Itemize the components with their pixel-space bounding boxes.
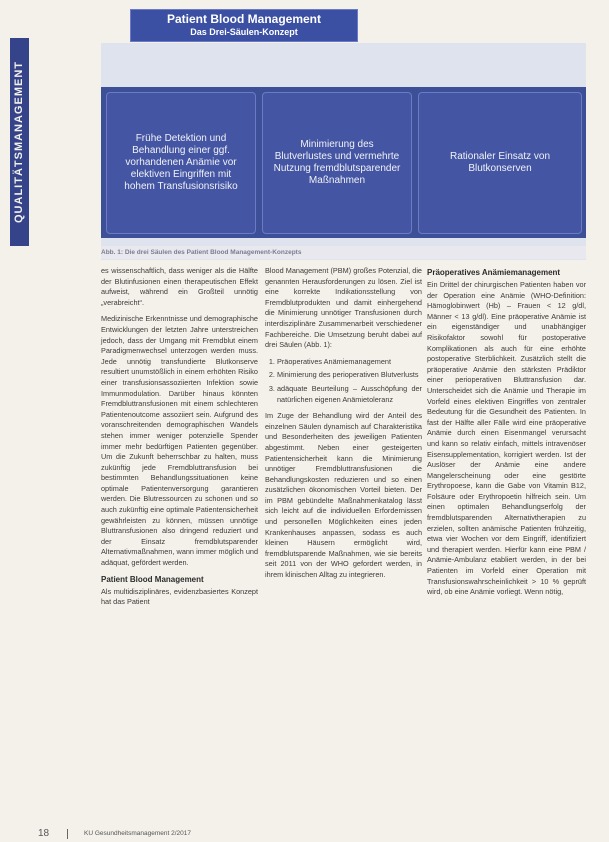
paragraph: es wissenschaftlich, dass weniger als die Hälfte der Blutinfusionen einen therapeutischen Effekt aufweist, während ein Großteil unnötig „verabreicht“.: [101, 266, 258, 307]
figure-subtitle: Das Drei-Säulen-Konzept: [190, 27, 298, 37]
paragraph: Im Zuge der Behandlung wird der Anteil des einzelnen Säulen dynamisch auf Charakteristika und Besonderheiten des jeweiligen Patienten abgestimmt. Neben einer gesteigerten Patientensicherheit kann die Minimierung unnötiger Fremdbluttransfusionen die Behandlungskosten reduzieren und so einen zusätzlichen ökonomischen Vorteil bieten. Der im PBM gebündelte Maßnahmenkatalog lässt sich leicht auf die individuellen Erfordernissen und personellen Möglichkeiten eines jeden Krankenhauses anpassen, sodass es auch kleinen Häusern ermöglicht wird, fremdblutsparende Maßnahmen, wie sie bereits seit 2011 von der WHO gefordert werden, in ihrem klinischen Alltag zu integrieren.: [265, 411, 422, 580]
pillar-3: Rationaler Einsatz von Blutkonserven: [418, 92, 582, 234]
paragraph: Blood Management (PBM) großes Potenzial, die genannten Herausforderungen zu lösen. Ziel ist eine korrekte Indikationsstellung von Fremdblutprodukten und damit einhergehend die Minimierung unnötiger Transfusionen durch interdisziplinäre Zusammenarbeit verschiedener Fachbereiche. Die Umsetzung beruht dabei auf drei Säulen (Abb. 1):: [265, 266, 422, 350]
list-item: 1. Präoperatives Anämiemanagement: [277, 357, 422, 368]
figure-title: Patient Blood Management: [166, 12, 321, 26]
pillar-2: Minimierung des Blutverlustes und vermehrte Nutzung fremdblutsparender Maßnahmen: [262, 92, 412, 234]
page-number: 18: [38, 828, 50, 839]
footer-divider: [67, 829, 68, 839]
paragraph: Als multidisziplinäres, evidenzbasiertes Konzept hat das Patient: [101, 586, 258, 607]
figure-caption: Abb. 1: Die drei Säulen des Patient Blood Management-Konzepts: [101, 246, 586, 259]
section-heading: Patient Blood Management: [101, 574, 204, 584]
pillar-list: [265, 357, 422, 405]
pillar-1: Frühe Detektion und Behandlung einer ggf. vorhandenen Anämie vor elektiven Eingriffen mit hohem Transfusionsrisiko: [106, 92, 256, 234]
list-item: 2. Minimierung des perioperativen Blutverlusts: [277, 370, 422, 381]
figure-header: [130, 9, 358, 42]
journal-name: KU Gesundheitsmanagement 2/2017: [84, 830, 191, 837]
paragraph: Ein Drittel der chirurgischen Patienten haben vor der Operation eine Anämie (WHO-Definition: Hämoglobinwert (Hb) – Frauen < 12 g/dl, Männer < 13 g/dl). Eine präoperative Anämie ist ein eigenständiger und unabhängiger Risikofaktor sowohl für postoperative Komplikationen als auch für eine erhöhte postoperative Sterblichkeit. Zusätzlich stellt die präoperative Anämie den stärksten Prädiktor einer perioperativen Bluttransfusion dar. Unterscheidet sich die Anämie und Therapie im Vorfeld eines elektiven Eingriffes von zentraler Bedeutung für die Gesundheit des Patienten. In fast der Hälfte aller Fälle wird eine präoperative Anämie durch einen Eisenmangel verursacht und kann so relativ einfach, mittels intravenöser Eisensupplementation, korrigiert werden. Ist der Auslöser der Anämie eine andere Mangelerscheinung oder eine gestörte Erythropoese, kann die Gabe von Vitamin B12, Folsäure oder Erythropoetin hilfreich sein. Um einen optimalen Behandlungserfolg der fremdblutsparenden Alternativtherapien zu erzielen, sollten anämische Patienten frühzeitig, etwa vier Wochen vor dem Eingriff, identifiziert und therapiert werden. Hierfür kann eine PBM / Anämie-Ambulanz etabliert werden, in der bei Patienten im Vorfeld einer Operation mit Transfusionswahrscheinlichkeit > 10 % geprüft wird, ob eine Anämie vorliegt. Wenn nötig,: [427, 280, 586, 597]
column-3: [427, 266, 586, 604]
paragraph: Medizinische Erkenntnisse und demographische Entwicklungen der letzten Jahre unterstreichen jedoch, dass der Umgang mit Fremdblut einem Paradigmenwechsel unterzogen werden muss. Jede unnötig transfundierte Blutkonserve resultiert unumstößlich in einem erhöhten Risiko einer transfusionsassoziierten Infektion sowie Immunmodulation. Darüber hinaus könnten Fremdbluttransfusionen mit einem schlechteren Patientenoutcome assoziiert sein. Aufgrund des voranschreitenden demographischen Wandels stehen immer weniger potenzielle Spender immer mehr bedürftigen Patienten gegenüber. Um die Zukunft beherrschbar zu halten, muss zukünftig jede Fremdbluttransfusion bei bestimmten Behandlungssituationen keine optimale Patientenversorgung garantieren werden. Die Blutressourcen zu schonen und so auch zukünftig eine optimale Patientensicherheit gewährleisten zu können, müssen unnötige Bluttransfusionen also dringend reduziert und der Einsatz fremdblutsparender Alternativmaßnahmen, wann immer möglich und adäquat, gefördert werden.: [101, 314, 258, 568]
section-heading: Präoperatives Anämiemanagement: [427, 268, 561, 277]
section-label: QUALITÄTSMANAGEMENT: [13, 61, 25, 223]
column-1: [101, 266, 258, 614]
list-item: 3. adäquate Beurteilung – Ausschöpfung der natürlichen eigenen Anämietoleranz: [277, 384, 422, 405]
column-2: [265, 266, 422, 587]
